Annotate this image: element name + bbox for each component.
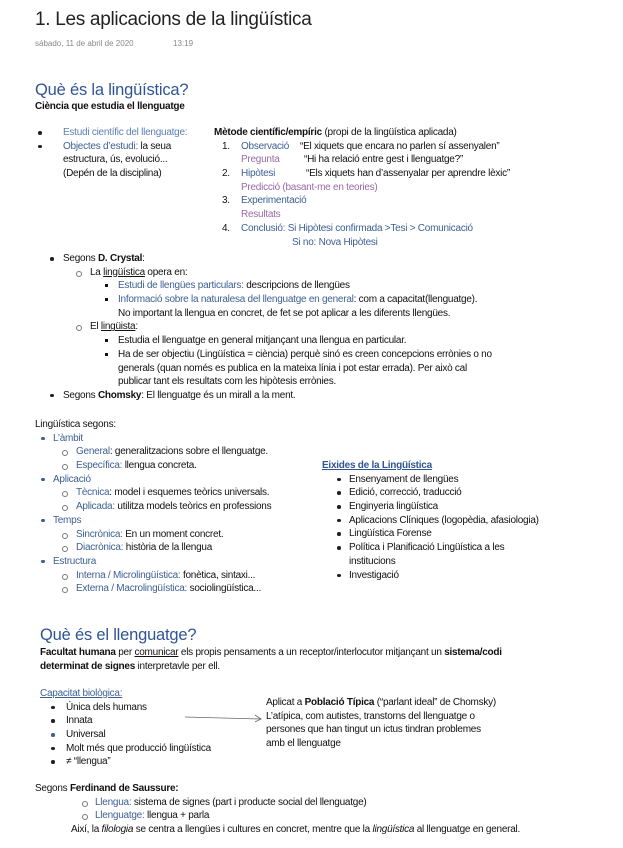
text: El bbox=[90, 321, 101, 333]
item-label: Llengua: bbox=[95, 796, 132, 808]
text-line bbox=[35, 445, 315, 459]
item-label: Diacrònica: bbox=[76, 542, 124, 554]
item-text: Ha de ser objectiu (Lingüística = ciència) perquè sinó es creen concepcions errònies o no bbox=[118, 348, 492, 360]
item-text: sociolingüística... bbox=[187, 583, 262, 595]
list-item: Enginyeria lingüística bbox=[349, 501, 438, 513]
text-run bbox=[63, 389, 295, 403]
bullet-icon bbox=[51, 719, 55, 723]
square-bullet-icon bbox=[105, 353, 108, 356]
text-line bbox=[322, 527, 612, 541]
text-run bbox=[118, 293, 477, 307]
step-sub: Si no: Nova Hipòtesi bbox=[292, 236, 378, 248]
text-line bbox=[35, 432, 315, 446]
item-text: fonètica, sintaxi... bbox=[180, 569, 256, 581]
text-line bbox=[322, 555, 612, 569]
circle-bullet-icon bbox=[62, 450, 68, 456]
circle-bullet-icon bbox=[62, 587, 68, 593]
item-label: Estudi de llengües particulars: bbox=[118, 280, 244, 292]
arrow-icon bbox=[183, 712, 265, 726]
item-label: Objectes d’estudi: bbox=[63, 140, 138, 152]
list-item-cont: institucions bbox=[349, 555, 396, 567]
item-text: utilitza models teòrics en professions bbox=[114, 501, 272, 513]
text: filologia bbox=[101, 824, 134, 836]
capacitat-block bbox=[40, 687, 240, 769]
circle-bullet-icon bbox=[62, 546, 68, 552]
text-line bbox=[50, 266, 610, 280]
text: determinat de signes bbox=[40, 660, 136, 672]
page-time: 13:19 bbox=[173, 39, 194, 48]
text-run bbox=[95, 796, 366, 810]
list-item: Política i Planificació Lingüística a les bbox=[349, 542, 505, 554]
text: Aplicat a bbox=[266, 697, 305, 708]
text-line bbox=[35, 782, 615, 796]
group-label: Aplicació bbox=[53, 473, 91, 485]
text: lingüística bbox=[103, 266, 145, 278]
capacitat-title: Capacitat biològica: bbox=[40, 688, 123, 699]
step-number: 4. bbox=[222, 222, 230, 234]
text-line bbox=[35, 473, 315, 487]
group-label: Estructura bbox=[53, 555, 97, 567]
circle-bullet-icon bbox=[62, 533, 68, 539]
text-line bbox=[35, 500, 315, 514]
step-1 bbox=[214, 140, 614, 154]
method-title-rest: (propi de la lingüística aplicada) bbox=[321, 127, 457, 138]
step-quote: “Els xiquets han d’assenyalar per aprendre lèxic” bbox=[306, 168, 510, 180]
text-line bbox=[35, 541, 315, 555]
item-label: Específica: bbox=[76, 460, 123, 472]
text-line bbox=[50, 320, 610, 334]
item-text: En un moment concret. bbox=[122, 528, 224, 540]
text-run bbox=[71, 823, 520, 837]
item-text: publicar tant els resultats com les hipòtesis errònies. bbox=[118, 376, 337, 388]
item-text: sistema de signes (part i producte social del llenguatge) bbox=[131, 796, 367, 808]
item-label: Sincrònica: bbox=[76, 528, 123, 540]
square-bullet-icon bbox=[105, 284, 108, 287]
list-item: Aplicacions Clíniques (logopèdia, afasiologia) bbox=[349, 514, 539, 526]
text-line bbox=[50, 375, 610, 389]
text-line bbox=[40, 646, 610, 660]
method-title: Mètode científic/empíric bbox=[214, 127, 322, 138]
group-label: L’àmbit bbox=[53, 432, 83, 444]
bullet-icon bbox=[51, 747, 55, 751]
text-line bbox=[214, 181, 614, 195]
step-sub: Pregunta bbox=[241, 154, 280, 166]
step-number: 3. bbox=[222, 195, 230, 207]
section-heading-llenguatge: Què és el llenguatge? bbox=[40, 626, 197, 644]
bullet-icon bbox=[38, 145, 42, 149]
step-label: Experimentació bbox=[241, 195, 307, 207]
item-label: General bbox=[76, 446, 110, 458]
bullet-icon bbox=[50, 257, 54, 261]
text-line bbox=[322, 486, 612, 500]
bullet-icon bbox=[41, 560, 45, 564]
list-item: Universal bbox=[66, 729, 106, 741]
text: : El llenguatge és un mirall a la ment. bbox=[141, 389, 296, 401]
item-text: (Depén de la disciplina) bbox=[63, 168, 162, 180]
text-run bbox=[90, 320, 138, 334]
list-item: ≠ “llengua” bbox=[66, 756, 111, 768]
item-text: No important la llengua en concret, de fet se pot aplicar a les diferents llengües. bbox=[118, 307, 451, 319]
circle-bullet-icon bbox=[62, 574, 68, 580]
text-line bbox=[214, 126, 614, 140]
bullet-icon bbox=[41, 437, 45, 441]
circle-bullet-icon bbox=[76, 325, 82, 331]
circle-bullet-icon bbox=[82, 801, 88, 807]
bullet-icon bbox=[337, 574, 341, 578]
text-run bbox=[63, 140, 171, 154]
bullet-icon bbox=[51, 760, 55, 764]
item-label: Llenguatge: bbox=[95, 810, 145, 822]
author-name: Ferdinand de Saussure: bbox=[69, 783, 179, 794]
text-line bbox=[50, 252, 610, 266]
text-line bbox=[40, 755, 240, 769]
step-4 bbox=[214, 222, 614, 236]
list-item: Ensenyament de llengües bbox=[349, 473, 459, 485]
step-3 bbox=[214, 194, 614, 208]
item-text: la seua bbox=[138, 140, 172, 152]
text-line bbox=[50, 334, 610, 348]
method-block bbox=[214, 126, 614, 249]
text-line bbox=[35, 823, 615, 837]
bullet-icon bbox=[337, 546, 341, 550]
list-item bbox=[38, 140, 208, 154]
aside-note bbox=[266, 696, 566, 751]
text-line bbox=[35, 582, 315, 596]
text-line bbox=[50, 389, 610, 403]
text: Segons bbox=[35, 783, 70, 794]
text: La bbox=[90, 266, 104, 278]
text: lingüista bbox=[100, 321, 136, 333]
text-line bbox=[35, 459, 315, 473]
text: Facultat humana bbox=[40, 647, 116, 658]
item-text: : generalitzacions sobre el llenguatge. bbox=[109, 446, 268, 458]
section-heading-linguistica: Què és la lingüística? bbox=[35, 81, 189, 99]
text-line bbox=[38, 153, 208, 167]
text-run bbox=[76, 582, 261, 596]
item-label: Estudi científic del llenguatge: bbox=[63, 127, 188, 138]
item-label: Interna / Microlingüística: bbox=[76, 569, 181, 581]
text-run bbox=[76, 500, 271, 514]
crystal-block bbox=[50, 252, 610, 403]
eixides-title: Eixides de la Lingüística bbox=[322, 460, 432, 471]
text-line bbox=[50, 307, 610, 321]
text: amb el llenguatge bbox=[266, 738, 341, 750]
item-text: Estudia el llenguatge en general mitjançant una llengua en particular. bbox=[118, 335, 407, 347]
circle-bullet-icon bbox=[62, 491, 68, 497]
step-label: Conclusió: Si Hipòtesi confirmada >Tesi > Comunicació bbox=[241, 222, 473, 234]
author-name: D. Crystal bbox=[97, 253, 143, 264]
saussure-block bbox=[35, 782, 615, 837]
text: Segons bbox=[63, 253, 98, 264]
bullet-icon bbox=[337, 532, 341, 536]
text-line bbox=[214, 236, 614, 250]
text-run bbox=[95, 809, 209, 823]
text-line bbox=[38, 167, 208, 181]
bullet-icon bbox=[337, 478, 341, 482]
text-line bbox=[40, 660, 610, 674]
text-line bbox=[322, 500, 612, 514]
text-line bbox=[35, 796, 615, 810]
list-item: Lingüística Forense bbox=[349, 528, 432, 540]
page-date: sábado, 11 de abril de 2020 bbox=[35, 39, 134, 48]
step-label: Hipòtesi bbox=[241, 168, 276, 180]
bullet-icon bbox=[50, 394, 54, 398]
definition bbox=[40, 646, 610, 673]
bullet-icon bbox=[337, 505, 341, 509]
list-item bbox=[38, 126, 208, 140]
item-text: : model i esquemes teòrics universals. bbox=[109, 487, 270, 499]
list-item: Innata bbox=[66, 715, 93, 727]
circle-bullet-icon bbox=[62, 464, 68, 470]
text-line bbox=[322, 514, 612, 528]
item-text: llengua + parla bbox=[144, 810, 210, 822]
text: se centra a llengües i cultures en concret, mentre que la bbox=[133, 824, 373, 836]
text-line bbox=[50, 279, 610, 293]
bullet-icon bbox=[41, 478, 45, 482]
text-line bbox=[50, 348, 610, 362]
step-quote: “El xiquets que encara no parlen sí assenyalen” bbox=[300, 140, 500, 152]
text: L’atípica, com autistes, transtorns del llenguatge o bbox=[266, 710, 475, 722]
item-text: generals (quan només es publica en la mateixa línia i pot estar errada). Per això cal bbox=[118, 362, 467, 374]
item-text: : com a capacitat(llenguatge). bbox=[353, 294, 478, 306]
item-label: Tècnica bbox=[76, 487, 110, 499]
step-sub-quote: “Hi ha relació entre gest i llenguatge?” bbox=[304, 154, 463, 166]
eixides-block bbox=[322, 459, 612, 582]
text: opera en: bbox=[144, 266, 188, 278]
square-bullet-icon bbox=[105, 298, 108, 301]
section-subtitle: Ciència que estudia el llenguatge bbox=[35, 101, 185, 112]
bullet-icon bbox=[51, 706, 55, 710]
text-line bbox=[214, 208, 614, 222]
list-item: Molt més que producció lingüística bbox=[66, 742, 211, 754]
text-line bbox=[50, 362, 610, 376]
item-label: Externa / Macrolingüística: bbox=[76, 583, 188, 595]
text: Població Típica bbox=[304, 697, 375, 708]
text-line bbox=[50, 293, 610, 307]
left-bullets bbox=[38, 126, 208, 181]
item-text: llengua concreta. bbox=[122, 460, 197, 472]
text: Segons bbox=[63, 389, 98, 401]
text-line bbox=[35, 809, 615, 823]
text-run bbox=[90, 266, 187, 280]
item-text: estructura, ús, evolució... bbox=[63, 154, 168, 166]
text: : bbox=[135, 321, 138, 333]
item-text: descripcions de llengües bbox=[243, 280, 350, 292]
text-line bbox=[35, 528, 315, 542]
item-label: Aplicada: bbox=[76, 501, 115, 513]
bullet-icon bbox=[337, 491, 341, 495]
text-line bbox=[35, 555, 315, 569]
text-line bbox=[35, 486, 315, 500]
text: al llenguatge en general. bbox=[414, 824, 521, 836]
list-item: Única dels humans bbox=[66, 701, 147, 713]
item-label: Informació sobre la naturalesa del llenguatge en general bbox=[118, 294, 354, 306]
group-label: Temps bbox=[53, 514, 82, 526]
circle-bullet-icon bbox=[62, 505, 68, 511]
text: comunicar bbox=[134, 647, 179, 658]
list-item: Edició, correcció, traducció bbox=[349, 487, 462, 499]
text-run bbox=[118, 279, 350, 293]
item-text: història de la llengua bbox=[123, 542, 213, 554]
page-title: 1. Les aplicacions de la lingüística bbox=[35, 9, 312, 30]
text-line bbox=[40, 742, 240, 756]
square-bullet-icon bbox=[105, 339, 108, 342]
text-run bbox=[76, 528, 223, 542]
text: persones que han tingut un ictus tindran problemes bbox=[266, 724, 481, 736]
list-item: Investigació bbox=[349, 569, 399, 581]
linguistica-segons bbox=[35, 418, 315, 596]
step-label: Observació bbox=[241, 140, 290, 152]
bullet-icon bbox=[41, 519, 45, 523]
author-name: Chomsky bbox=[97, 389, 142, 401]
step-sub: Resultats bbox=[241, 209, 281, 221]
step-2 bbox=[214, 167, 614, 181]
text-run bbox=[76, 445, 268, 459]
text-line bbox=[35, 569, 315, 583]
text: els propis pensaments a un receptor/interlocutor mitjançant un bbox=[178, 647, 445, 658]
text: per bbox=[115, 647, 135, 658]
text-run bbox=[76, 486, 269, 500]
step-sub: Predicció (basant-me en teories) bbox=[241, 181, 378, 193]
step-number: 1. bbox=[222, 140, 230, 152]
bullet-icon bbox=[51, 733, 55, 737]
text-line bbox=[322, 473, 612, 487]
text: lingüística bbox=[372, 824, 415, 836]
bullet-icon bbox=[38, 131, 42, 135]
text: sistema/codi bbox=[444, 647, 502, 658]
list-title: Lingüística segons: bbox=[35, 419, 116, 430]
text-line bbox=[266, 696, 566, 710]
step-number: 2. bbox=[222, 168, 230, 180]
circle-bullet-icon bbox=[76, 271, 82, 277]
text: (“parlant ideal” de Chomsky) bbox=[374, 697, 496, 708]
text: interpretavle per ell. bbox=[135, 660, 220, 672]
text-run bbox=[76, 459, 197, 473]
text-line bbox=[322, 541, 612, 555]
text-run bbox=[76, 569, 255, 583]
text: Així, la bbox=[71, 824, 102, 836]
circle-bullet-icon bbox=[82, 814, 88, 820]
text-line bbox=[322, 569, 612, 583]
text-line bbox=[40, 728, 240, 742]
bullet-icon bbox=[337, 519, 341, 523]
text-line bbox=[35, 514, 315, 528]
text-run bbox=[76, 541, 212, 555]
text-line bbox=[214, 153, 614, 167]
text-run: Segons D. Crystal: bbox=[63, 253, 145, 264]
